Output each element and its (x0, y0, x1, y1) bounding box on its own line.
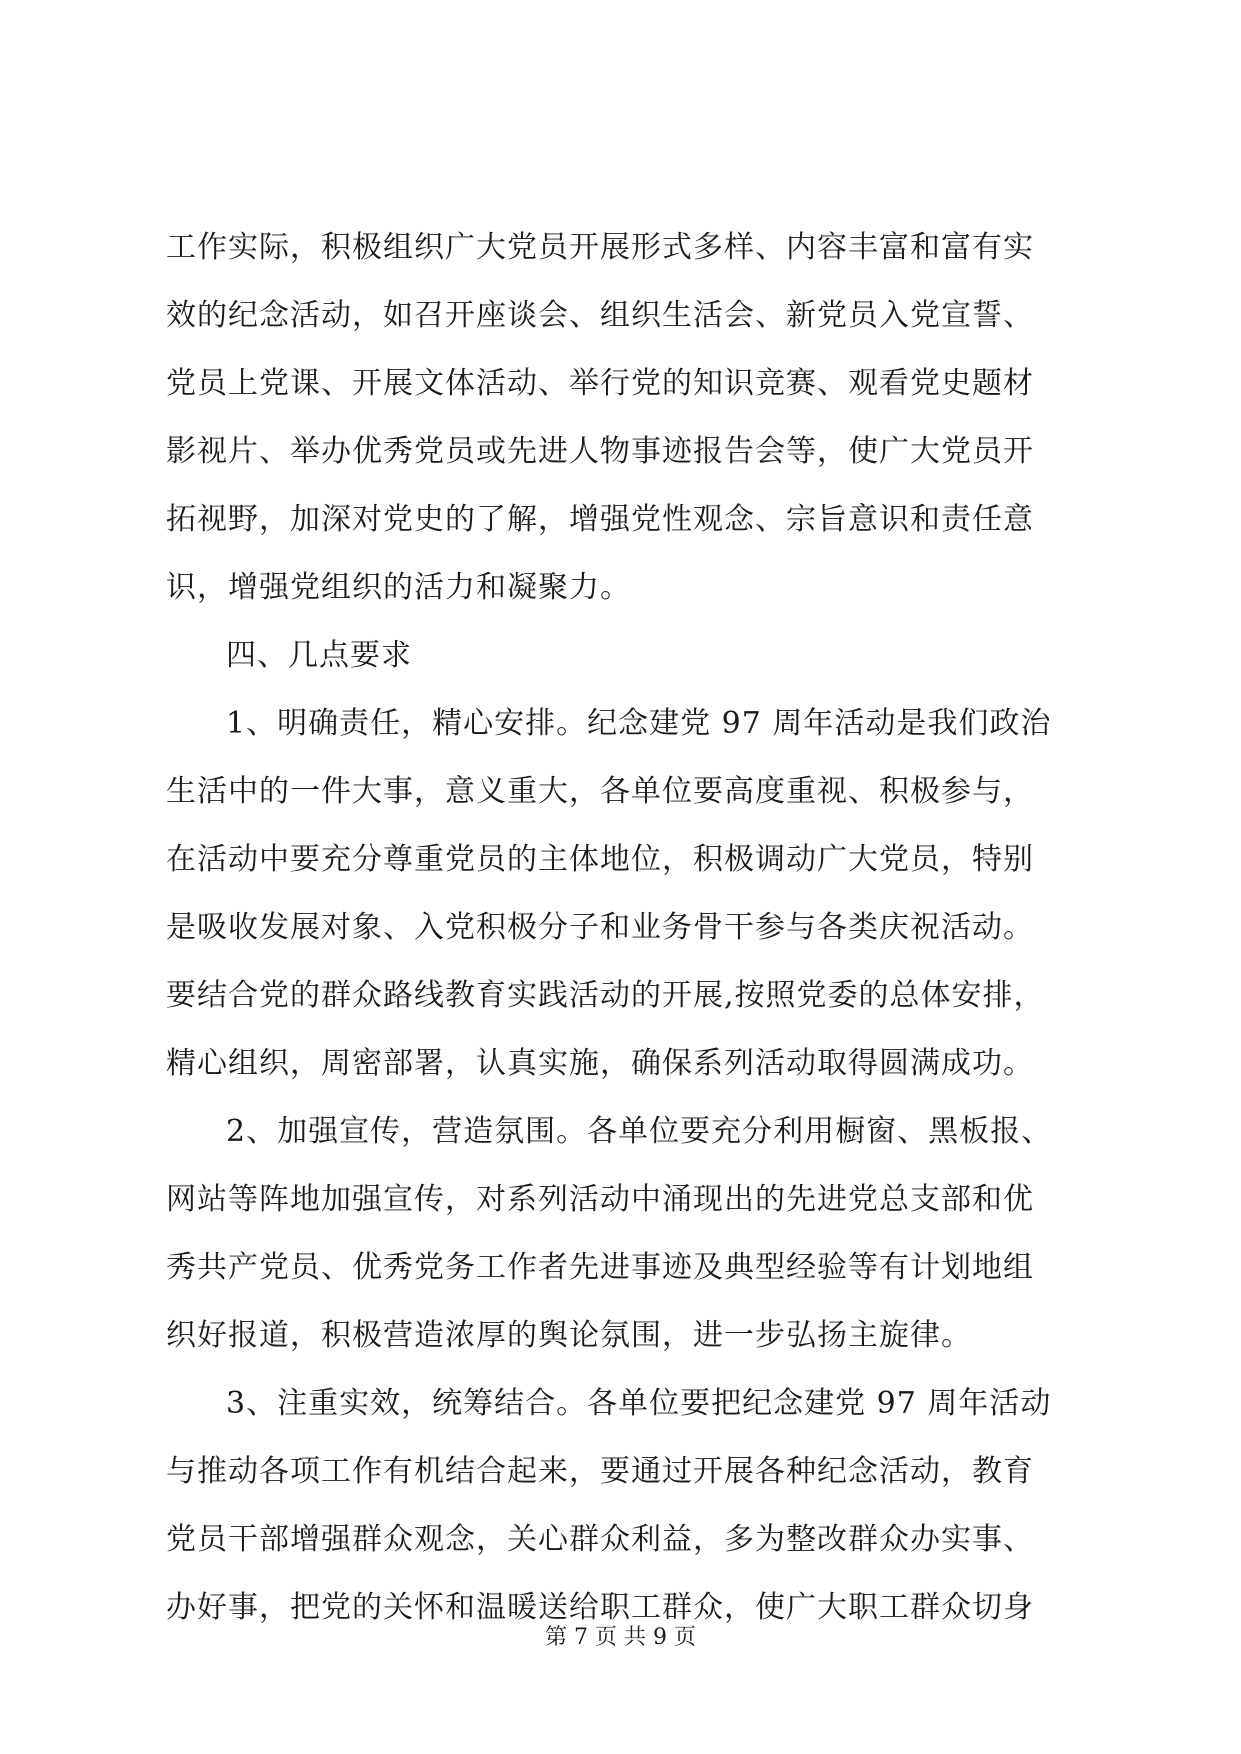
text-line: 工作实际，积极组织广大党员开展形式多样、内容丰富和富有实 (166, 230, 1034, 265)
text-line: 拓视野，加深对党史的了解，增强党性观念、宗旨意识和责任意 (166, 502, 1034, 537)
text-line: 在活动中要充分尊重党员的主体地位，积极调动广大党员，特别 (166, 842, 1034, 877)
text-line: 精心组织，周密部署，认真实施，确保系列活动取得圆满成功。 (166, 1046, 1034, 1081)
text-line: 1、明确责任，精心安排。纪念建党 97 周年活动是我们政治 (226, 706, 1052, 741)
text-line: 是吸收发展对象、入党积极分子和业务骨干参与各类庆祝活动。 (166, 910, 1034, 945)
text-line: 生活中的一件大事，意义重大，各单位要高度重视、积极参与， (166, 774, 1034, 809)
text-line: 织好报道，积极营造浓厚的舆论氛围，进一步弘扬主旋律。 (166, 1318, 972, 1353)
text-line: 2、加强宣传，营造氛围。各单位要充分利用橱窗、黑板报、 (226, 1114, 1053, 1149)
text-line: 影视片、举办优秀党员或先进人物事迹报告会等，使广大党员开 (166, 434, 1034, 469)
text-line: 办好事，把党的关怀和温暖送给职工群众，使广大职工群众切身 (166, 1590, 1034, 1625)
text-line: 要结合党的群众路线教育实践活动的开展,按照党委的总体安排， (166, 978, 1045, 1013)
document-body (166, 228, 1090, 1656)
section-heading: 四、几点要求 (226, 638, 412, 673)
text-line: 党员干部增强群众观念，关心群众利益，多为整改群众办实事、 (166, 1522, 1034, 1557)
text-line: 识，增强党组织的活力和凝聚力。 (166, 570, 631, 605)
text-line: 效的纪念活动，如召开座谈会、组织生活会、新党员入党宣誓、 (166, 298, 1034, 333)
text-line: 与推动各项工作有机结合起来，要通过开展各种纪念活动，教育 (166, 1454, 1034, 1489)
text-line: 党员上党课、开展文体活动、举行党的知识竞赛、观看党史题材 (166, 366, 1034, 401)
text-line: 网站等阵地加强宣传，对系列活动中涌现出的先进党总支部和优 (166, 1182, 1034, 1217)
page-number-footer: 第 7 页 共 9 页 (545, 1625, 696, 1650)
text-line: 3、注重实效，统筹结合。各单位要把纪念建党 97 周年活动 (226, 1386, 1052, 1421)
text-line: 秀共产党员、优秀党务工作者先进事迹及典型经验等有计划地组 (166, 1250, 1034, 1285)
